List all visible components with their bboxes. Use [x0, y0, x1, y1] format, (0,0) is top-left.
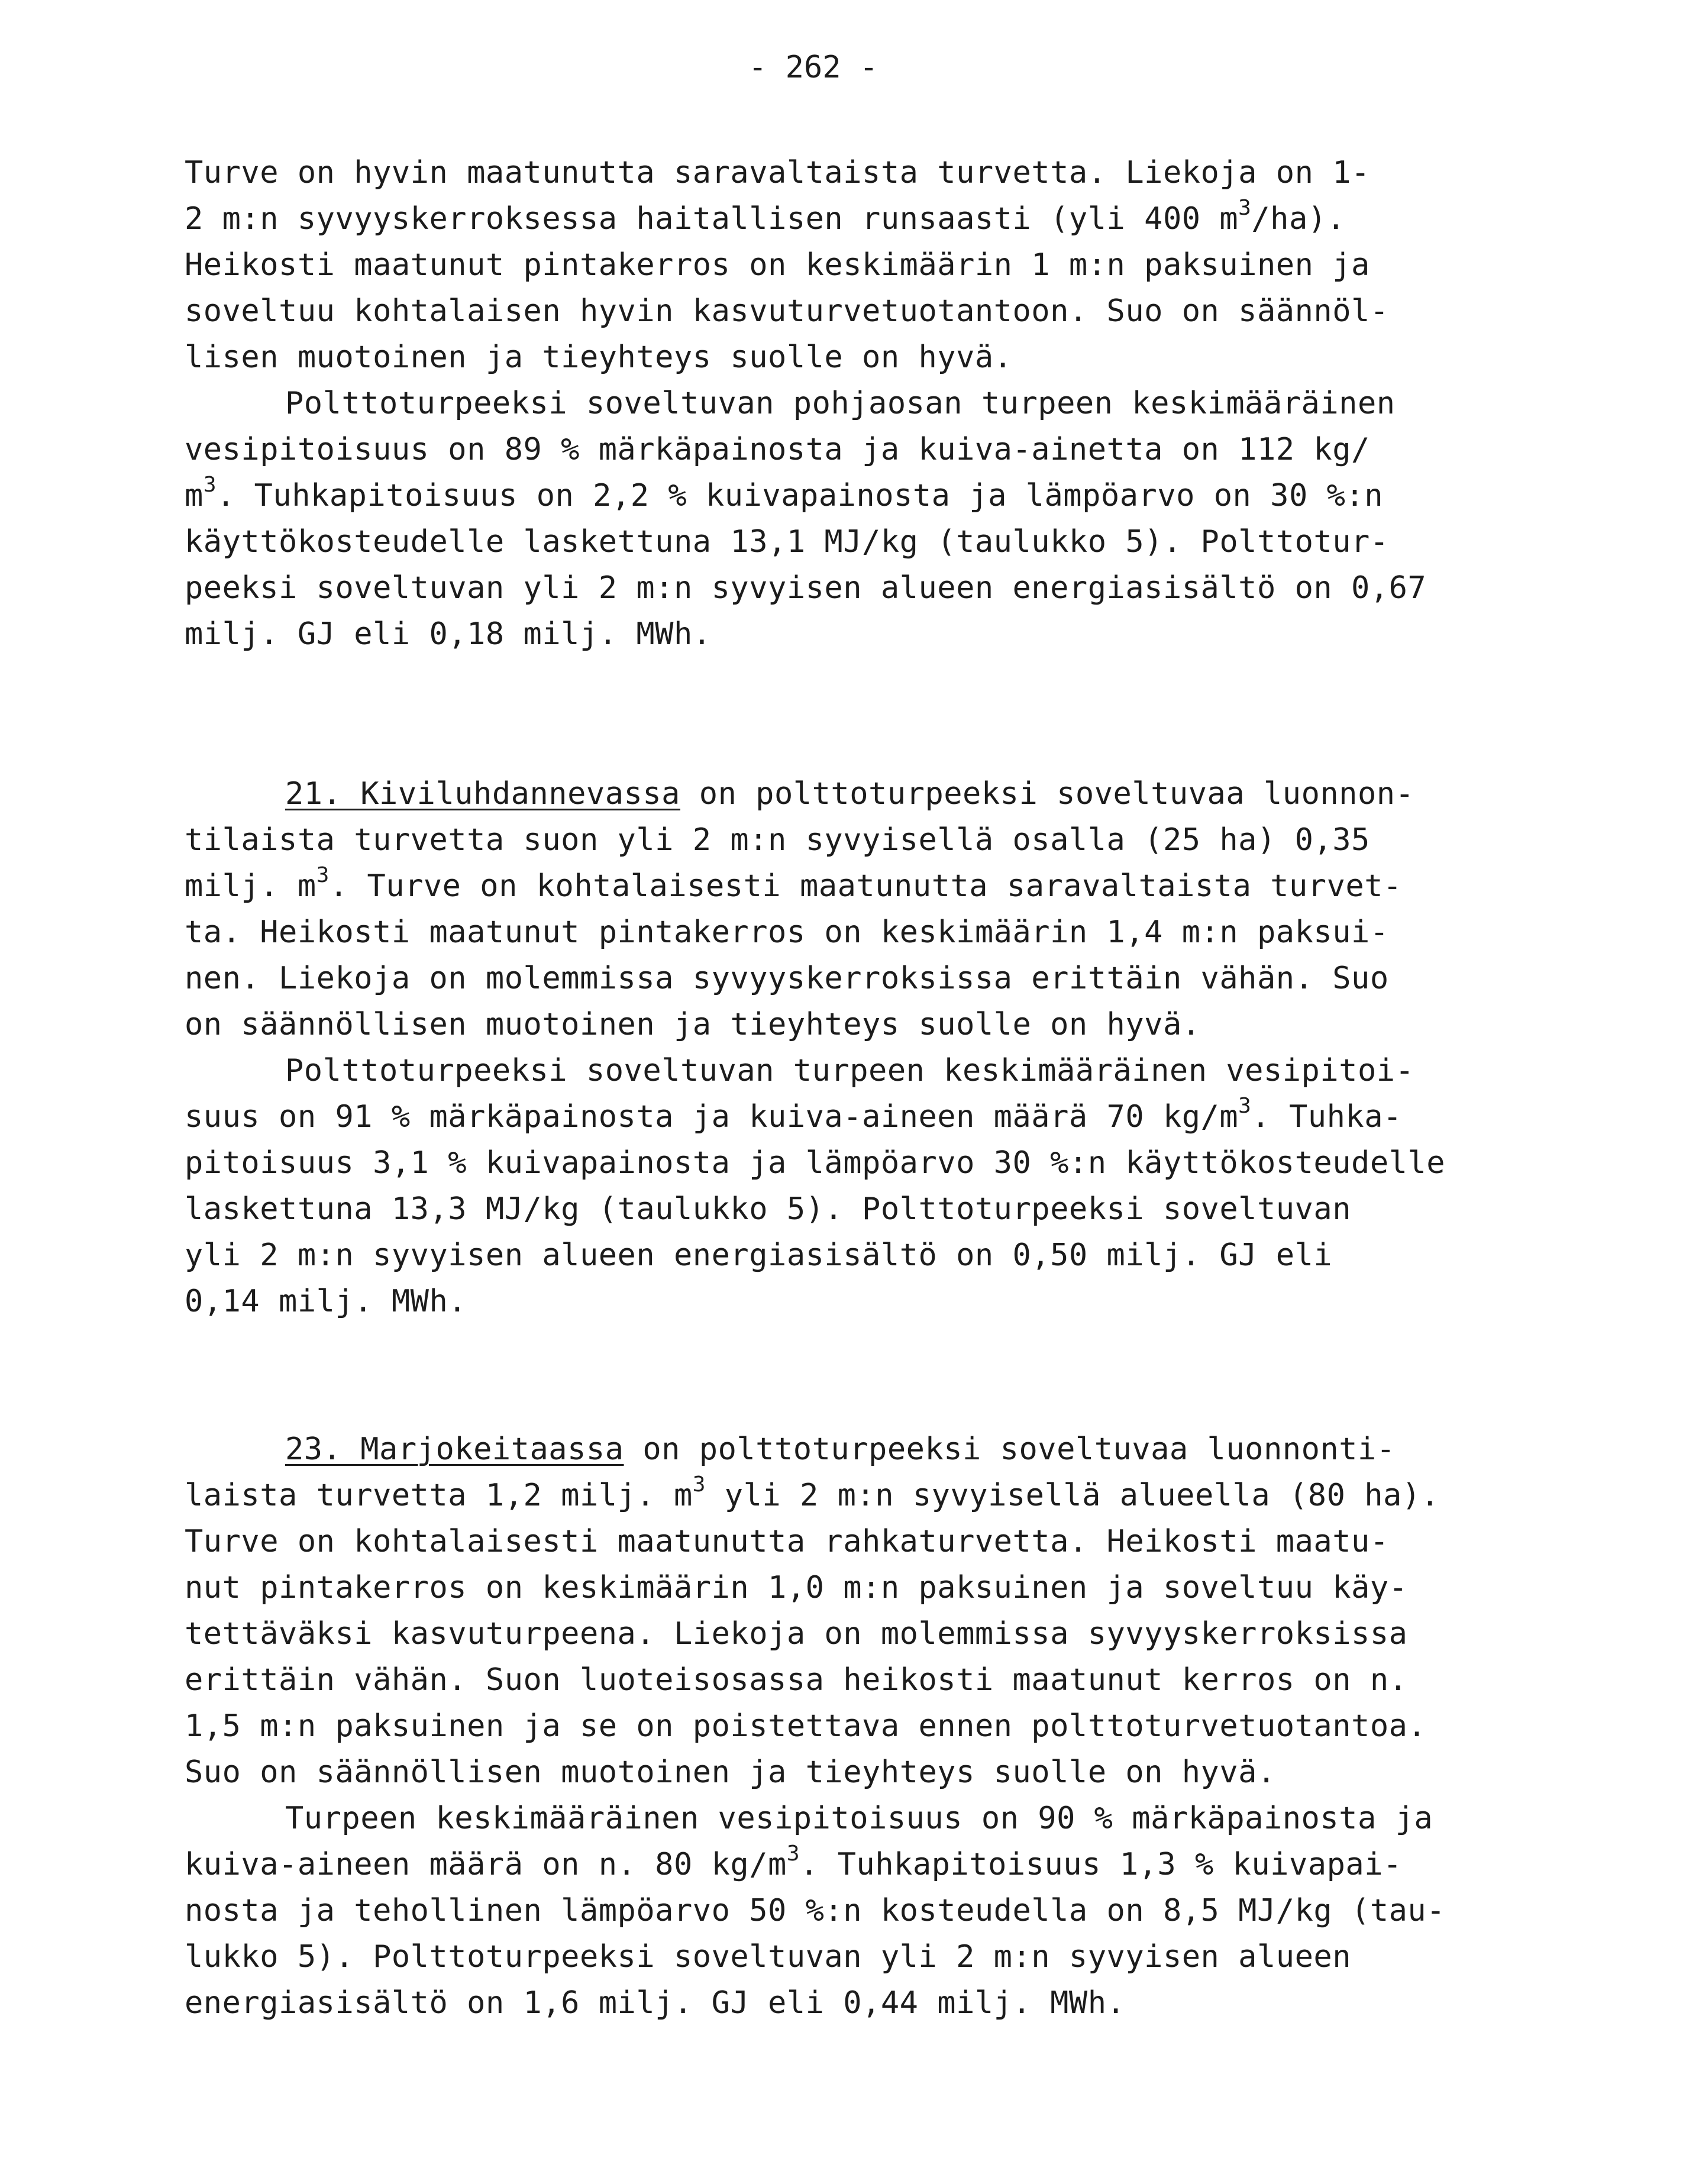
- paragraph-line: lukko 5). Polttoturpeeksi soveltuvan yli 2 m:n syvyisen alueen: [185, 1939, 1352, 1975]
- paragraph-line: käyttökosteudelle laskettuna 13,1 MJ/kg (taulukko 5). Polttotur-: [185, 524, 1389, 560]
- paragraph-line: peeksi soveltuvan yli 2 m:n syvyisen alueen energiasisältö on 0,67: [185, 570, 1427, 606]
- paragraph-line: pitoisuus 3,1 % kuivapainosta ja lämpöarvo 30 %:n käyttökosteudelle: [185, 1145, 1446, 1181]
- section-heading: 21. Kiviluhdannevassa: [285, 776, 680, 812]
- paragraph-line: nut pintakerros on keskimäärin 1,0 m:n paksuinen ja soveltuu käy-: [185, 1570, 1408, 1605]
- paragraph-line: on säännöllisen muotoinen ja tieyhteys suolle on hyvä.: [185, 1007, 1201, 1042]
- paragraph-line: Turpeen keskimääräinen vesipitoisuus on 90 % märkäpainosta ja: [285, 1801, 1433, 1836]
- paragraph-line: yli 2 m:n syvyisen alueen energiasisältö on 0,50 milj. GJ eli: [185, 1238, 1333, 1273]
- superscript: 3: [316, 862, 330, 887]
- paragraph-line: laista turvetta 1,2 milj. $m^3$ yli 2 m:n syvyisellä alueella (80 ha).: [185, 1472, 1440, 1513]
- superscript: 3: [1238, 1093, 1252, 1118]
- paragraph-line: Turve on hyvin maatunutta saravaltaista turvetta. Liekoja on 1-: [185, 155, 1370, 190]
- paragraph-line: ta. Heikosti maatunut pintakerros on keskimäärin 1,4 m:n paksui-: [185, 915, 1389, 950]
- paragraph-line: nen. Liekoja on molemmissa syvyyskerroksissa erittäin vähän. Suo: [185, 961, 1389, 996]
- paragraph-line: kuiva-aineen määrä on n. 80 $kg/m^3$. Tuhkapitoisuus 1,3 % kuivapai-: [185, 1841, 1402, 1882]
- superscript: 3: [203, 472, 217, 497]
- paragraph-line: $m^3$. Tuhkapitoisuus on 2,2 % kuivapainosta ja lämpöarvo on 30 %:n: [185, 472, 1384, 513]
- paragraph-line: milj. GJ eli 0,18 milj. MWh.: [185, 616, 712, 652]
- paragraph-line: 23. Marjokeitaassa on polttoturpeeksi soveltuvaa luonnonti-: [285, 1432, 1396, 1467]
- superscript: 3: [692, 1472, 706, 1497]
- paragraph-line: 0,14 milj. MWh.: [185, 1284, 467, 1319]
- paragraph-line: 1,5 m:n paksuinen ja se on poistettava ennen polttoturvetuotantoa.: [185, 1708, 1427, 1744]
- paragraph-line: lisen muotoinen ja tieyhteys suolle on hyvä.: [185, 340, 1013, 375]
- paragraph-line: Suo on säännöllisen muotoinen ja tieyhteys suolle on hyvä.: [185, 1755, 1276, 1790]
- section-heading: 23. Marjokeitaassa: [285, 1432, 624, 1467]
- paragraph-line: 2 m:n syvyyskerroksessa haitallisen runsaasti (yli 400 $m^3/ha$).: [185, 195, 1346, 237]
- paragraph-line: suus on 91 % märkäpainosta ja kuiva-aineen määrä 70 $kg/m^3$. Tuhka-: [185, 1093, 1402, 1135]
- paragraph-line: milj. $m^3$. Turve on kohtalaisesti maatunutta saravaltaista turvet-: [185, 862, 1402, 904]
- paragraph-line: 21. Kiviluhdannevassa on polttoturpeeksi soveltuvaa luonnon-: [285, 776, 1414, 812]
- paragraph-line: tilaista turvetta suon yli 2 m:n syvyisellä osalla (25 ha) 0,35: [185, 822, 1370, 858]
- page-number: - 262 -: [748, 50, 878, 85]
- paragraph-line: energiasisältö on 1,6 milj. GJ eli 0,44 milj. MWh.: [185, 1985, 1126, 2021]
- paragraph-line: erittäin vähän. Suon luoteisosassa heikosti maatunut kerros on n.: [185, 1662, 1408, 1698]
- paragraph-line: Turve on kohtalaisesti maatunutta rahkaturvetta. Heikosti maatu-: [185, 1524, 1389, 1559]
- paragraph-line: nosta ja tehollinen lämpöarvo 50 %:n kosteudella on 8,5 MJ/kg (tau-: [185, 1893, 1446, 1928]
- superscript: 3: [786, 1841, 800, 1866]
- paragraph-line: tettäväksi kasvuturpeena. Liekoja on molemmissa syvyyskerroksissa: [185, 1616, 1408, 1652]
- paragraph-line: Polttoturpeeksi soveltuvan pohjaosan turpeen keskimääräinen: [285, 386, 1396, 421]
- superscript: 3: [1238, 195, 1252, 220]
- paragraph-line: laskettuna 13,3 MJ/kg (taulukko 5). Polttoturpeeksi soveltuvan: [185, 1191, 1352, 1227]
- paragraph-line: Heikosti maatunut pintakerros on keskimäärin 1 m:n paksuinen ja: [185, 247, 1370, 283]
- paragraph-line: Polttoturpeeksi soveltuvan turpeen keskimääräinen vesipitoi-: [285, 1053, 1414, 1088]
- paragraph-line: soveltuu kohtalaisen hyvin kasvuturvetuotantoon. Suo on säännöl-: [185, 293, 1389, 329]
- paragraph-line: vesipitoisuus on 89 % märkäpainosta ja kuiva-ainetta on 112 kg/: [185, 432, 1370, 467]
